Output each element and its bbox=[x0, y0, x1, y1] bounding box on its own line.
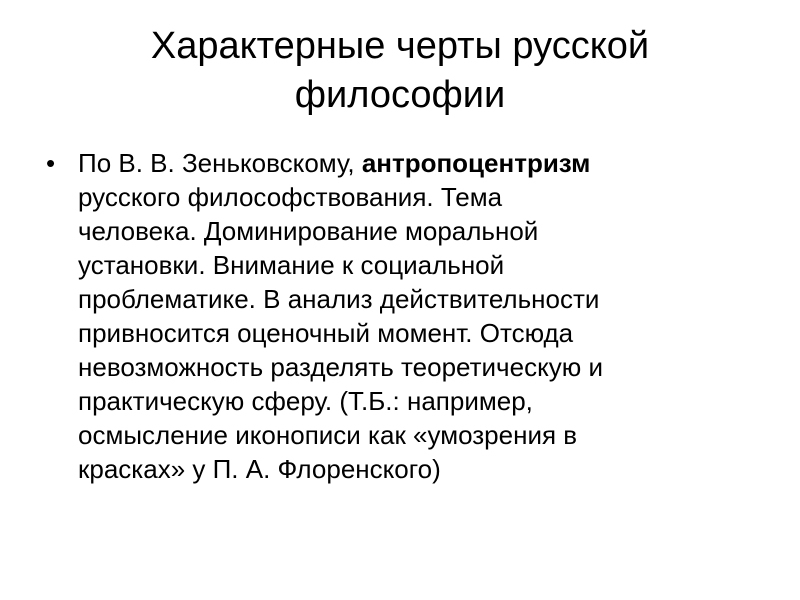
bullet-line-1 bbox=[78, 146, 770, 180]
bullet-marker: • bbox=[46, 148, 56, 178]
slide-title bbox=[40, 22, 760, 120]
bullet-line-1-prefix: По В. В. Зеньковскому, bbox=[78, 148, 362, 178]
bullet-line-9: осмысление иконописи как «умозрения в bbox=[78, 420, 578, 450]
slide-title-line-1: Характерные черты русской bbox=[150, 25, 650, 67]
bullet-list bbox=[40, 146, 770, 486]
bullet-line-4: установки. Внимание к социальной bbox=[78, 250, 505, 280]
slide-title-line-2: философии bbox=[294, 74, 506, 116]
bullet-line-3: человека. Доминирование моральной bbox=[78, 216, 539, 246]
bullet-line-5: проблематике. В анализ действительности bbox=[78, 284, 600, 314]
bullet-line-8: практическую сферу. (Т.Б.: например, bbox=[78, 386, 533, 416]
bullet-item bbox=[40, 146, 770, 486]
bullet-line-6: привносится оценочный момент. Отсюда bbox=[78, 318, 574, 348]
bullet-line-10: красках» у П. А. Флоренского) bbox=[78, 454, 441, 484]
bullet-line-2: русского философствования. Тема bbox=[78, 182, 503, 212]
bullet-line-7: невозможность разделять теоретическую и bbox=[78, 352, 603, 382]
bullet-emphasis-term: антропоцентризм bbox=[361, 148, 591, 178]
